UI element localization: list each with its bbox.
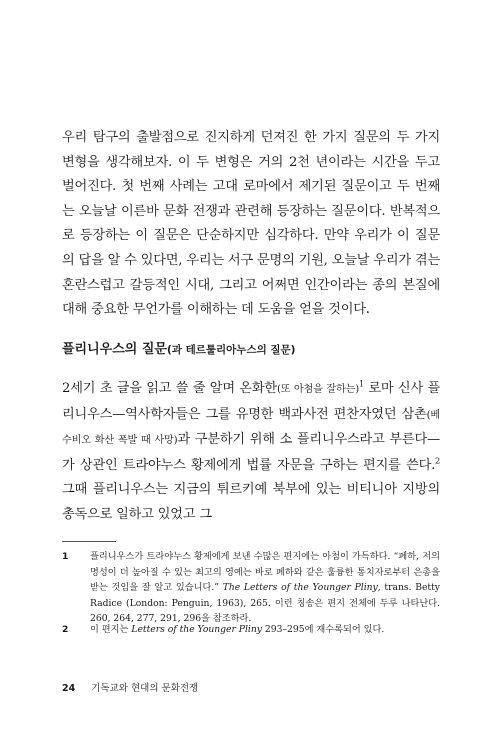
p2-small-aside-2: (베수비오 화산 폭발 때 사망) <box>62 409 440 447</box>
fn1-book-title: The Letters of the Younger Pliny <box>222 582 378 594</box>
footnote-ref-1[interactable]: 1 <box>359 379 364 389</box>
p2-text-a: 2세기 초 글을 읽고 쓸 줄 알며 온화한 <box>62 381 277 396</box>
body-paragraph-1: 우리 탐구의 출발점으로 진지하게 던져진 한 가지 질문의 두 가지 변형을 생각해보자. 이 두 변형은 거의 2천 년이라는 시간을 두고 벌어진다. 첫 번째 사례는 고대 로마에서 제기된 질문이고 두 번째는 오늘날 이른바 문화 전쟁과 관련해 등장하는 질문이다. 반복적으로 등장하는 이 질문은 단순하지만 심각하다. 만약 우리가 이 질문의 답을 알 수 있다면, 우리는 서구 문명의 기원, 오늘날 우리가 겪는 혼란스럽고 갈등적인 시대, 그리고 어쩌면 인간이라는 종의 본질에 대해 중요한 무언가를 이해하는 데 도움을 얻을 것이다. <box>62 130 440 318</box>
fn2-text-a: 이 편지는 <box>90 624 132 635</box>
fn1-text-b: , trans. Betty Radice (London: Penguin, 1963), 265. 이런 칭송은 편지 전체에 두루 나타난다. 260, 264, 277, 291, 296을 참조하라. <box>90 582 440 625</box>
fn2-book-title: Letters of the Younger Pliny <box>131 624 262 635</box>
running-title: 기독교와 현대의 문화전쟁 <box>91 683 199 694</box>
section-heading-subtitle: (과 테르툴리아누스의 질문) <box>167 344 296 356</box>
fn2-text-b: 293–295에 재수록되어 있다. <box>261 624 385 635</box>
footnote-1-text <box>90 549 440 627</box>
section-heading-main: 플리니우스의 질문 <box>62 342 167 357</box>
footnote-2-text <box>90 622 440 638</box>
footnote-ref-2[interactable]: 2 <box>435 456 440 466</box>
section-heading <box>62 338 295 357</box>
fn1-text-a: 플리니우스가 트라야누스 황제에게 보낸 수많은 편지에는 아첨이 가득하다. “폐하, 저의 명성이 더 높아질 수 있는 최고의 영예는 바로 폐하와 같은 훌륭한 통치자로부터 은총을 받는 것임을 잘 알고 있습니다.” <box>90 551 440 594</box>
footnote-divider <box>62 541 116 542</box>
p2-text-d: 그때 플리니우스는 지금의 튀르키예 북부에 있는 비티니아 지방의 총독으로 일하고 있었고 그 <box>62 482 440 522</box>
p2-text-c: 과 구분하기 위해 소 플리니우스라고 부른다—가 상관인 트라야누스 황제에게 법률 자문을 구하는 편지를 쓴다. <box>62 432 440 473</box>
footnote-2-number: 2 <box>62 624 69 635</box>
page-footer <box>62 680 198 694</box>
p2-small-aside-1: (또 아첨을 잘하는) <box>276 384 360 395</box>
footnote-1-number: 1 <box>62 551 69 562</box>
footnote-1 <box>62 549 440 627</box>
p2-text-b: 로마 신사 플리니우스—역사학자들은 그를 유명한 백과사전 편찬자였던 삼촌 <box>62 381 440 422</box>
body-paragraph-2 <box>62 377 440 528</box>
page-number: 24 <box>62 683 76 694</box>
footnote-2 <box>62 622 440 638</box>
